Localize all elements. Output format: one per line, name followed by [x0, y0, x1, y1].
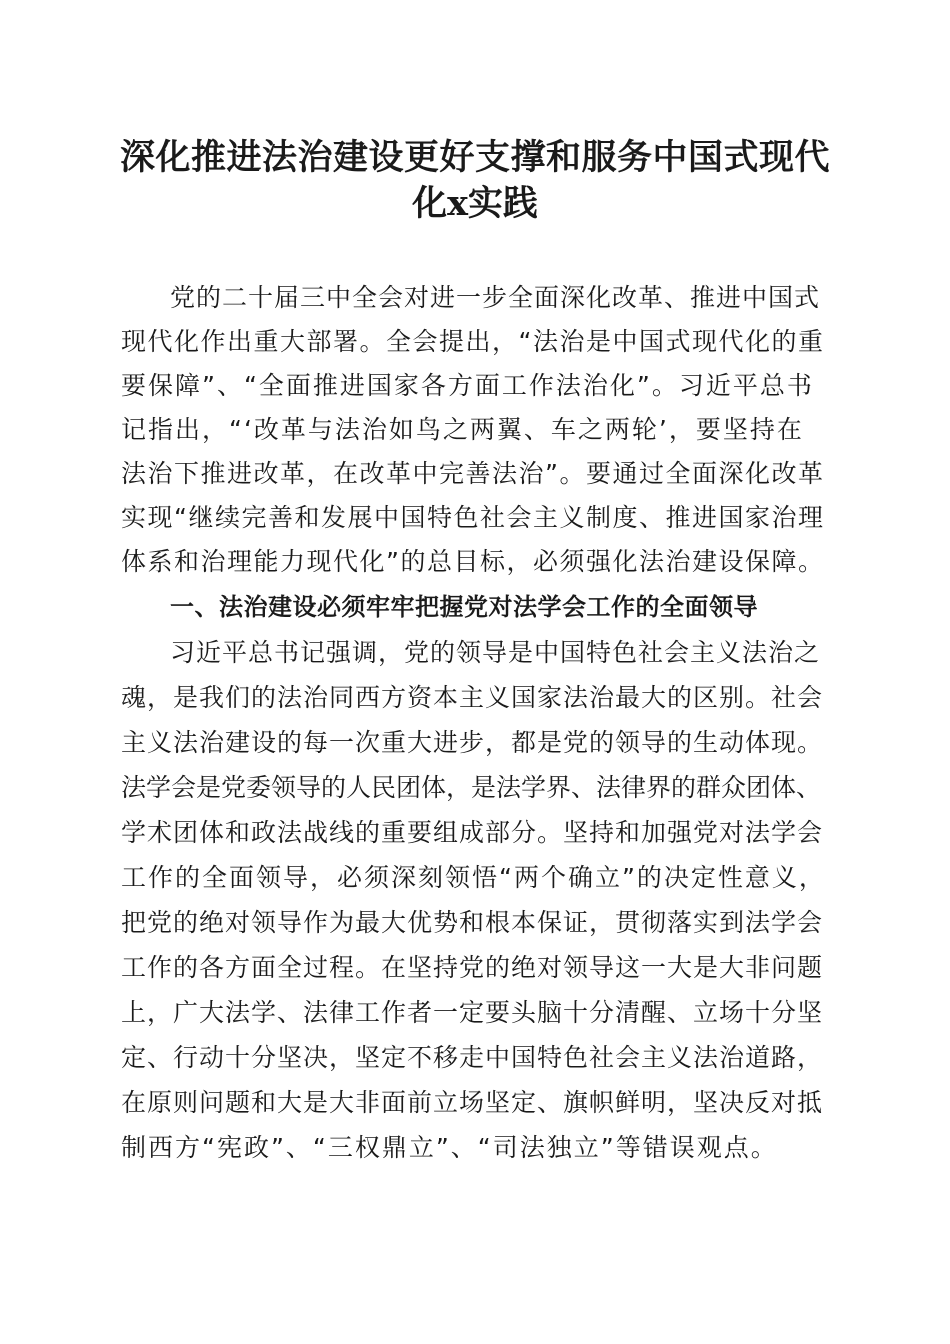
paragraph-line: 学术团体和政法战线的重要组成部分。坚持和加强党对法学会 — [121, 818, 824, 847]
paragraph-line: 记指出，“‘改革与法治如鸟之两翼、车之两轮’，要坚持在 — [121, 415, 804, 444]
section-heading-1: 一、法治建设必须牢牢把握党对法学会工作的全面领导 — [170, 593, 758, 621]
paragraph-line: 现代化作出重大部署。全会提出，“法治是中国式现代化的重 — [121, 327, 825, 356]
paragraph-line: 工作的全面领导，必须深刻领悟“两个确立”的决定性意义， — [121, 863, 826, 892]
document-title-line-1: 深化推进法治建设更好支撑和服务中国式现代 — [119, 137, 830, 178]
paragraph-line: 党的二十届三中全会对进一步全面深化改革、推进中国式 — [170, 283, 821, 312]
paragraph-line: 体系和治理能力现代化”的总目标，必须强化法治建设保障。 — [121, 547, 825, 576]
paragraph-line: 上，广大法学、法律工作者一定要头脑十分清醒、立场十分坚 — [121, 998, 824, 1027]
paragraph-line: 魂，是我们的法治同西方资本主义国家法治最大的区别。社会 — [121, 683, 824, 712]
document-title-line-2: 化x实践 — [412, 183, 538, 224]
paragraph-line: 定、行动十分坚决，坚定不移走中国特色社会主义法治道路， — [121, 1043, 824, 1072]
paragraph-line: 在原则问题和大是大非面前立场坚定、旗帜鲜明，坚决反对抵 — [121, 1088, 824, 1117]
paragraph-line: 制西方“宪政”、“三权鼎立”、“司法独立”等错误观点。 — [121, 1133, 778, 1162]
paragraph-line: 主义法治建设的每一次重大进步，都是党的领导的生动体现。 — [121, 728, 824, 757]
paragraph-line: 工作的各方面全过程。在坚持党的绝对领导这一大是大非问题 — [121, 953, 824, 982]
paragraph-line: 习近平总书记强调，党的领导是中国特色社会主义法治之 — [170, 638, 821, 667]
paragraph-line: 把党的绝对领导作为最大优势和根本保证，贯彻落实到法学会 — [121, 908, 824, 937]
paragraph-line: 要保障”、“全面推进国家各方面工作法治化”。习近平总书 — [121, 371, 814, 400]
paragraph-line: 法学会是党委领导的人民团体，是法学界、法律界的群众团体、 — [121, 773, 822, 802]
paragraph-line: 实现“继续完善和发展中国特色社会主义制度、推进国家治理 — [121, 503, 825, 532]
paragraph-line: 法治下推进改革，在改革中完善法治”。要通过全面深化改革 — [121, 459, 825, 488]
